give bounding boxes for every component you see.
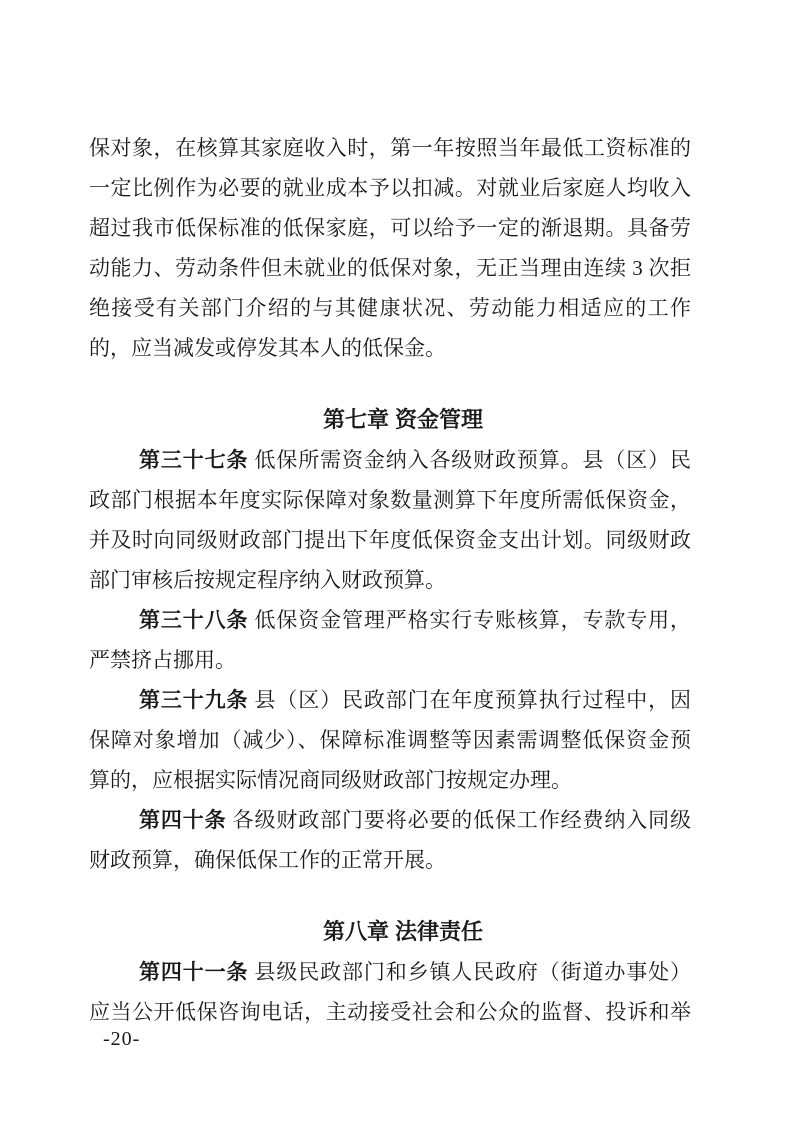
- article-number: 第三十七条: [139, 449, 249, 472]
- text-line: 第三十九条 县（区）民政部门在年度预算执行过程中，因: [139, 688, 692, 712]
- text-line: 动能力、劳动条件但未就业的低保对象，无正当理由连续 3 次拒: [89, 256, 691, 280]
- article-number: 第三十九条: [139, 689, 249, 712]
- text-line: 保障对象增加（减少）、保障标准调整等因素需调整低保资金预: [89, 728, 691, 752]
- text-line: 超过我市低保标准的低保家庭，可以给予一定的渐退期。具备劳: [89, 216, 691, 240]
- article-number: 第三十八条: [139, 609, 249, 632]
- article-number: 第四十条: [139, 809, 227, 832]
- text-line: 的，应当减发或停发其本人的低保金。: [89, 336, 446, 360]
- text-line: 严禁挤占挪用。: [89, 648, 236, 672]
- article-number: 第四十一条: [139, 961, 249, 984]
- text-line: 并及时向同级财政部门提出下年度低保资金支出计划。同级财政: [89, 528, 691, 552]
- text-line: 第四十一条 县级民政部门和乡镇人民政府（街道办事处）: [139, 960, 692, 984]
- text-line: 保对象，在核算其家庭收入时，第一年按照当年最低工资标准的: [89, 136, 691, 160]
- text-line: 第三十八条 低保资金管理严格实行专账核算，专款专用，: [139, 608, 692, 632]
- text-line: 应当公开低保咨询电话，主动接受社会和公众的监督、投诉和举: [89, 1000, 691, 1024]
- text-line: 政部门根据本年度实际保障对象数量测算下年度所需低保资金，: [89, 488, 691, 512]
- page-number: -20-: [103, 1028, 141, 1050]
- chapter-heading: 第八章 法律责任: [322, 919, 484, 944]
- document-content: [89, 128, 691, 1032]
- text-line: 算的，应根据实际情况商同级财政部门按规定办理。: [89, 768, 572, 792]
- text-line: 第四十条 各级财政部门要将必要的低保工作经费纳入同级: [139, 808, 692, 832]
- text-line: 第三十七条 低保所需资金纳入各级财政预算。县（区）民: [139, 448, 692, 472]
- chapter-heading: 第七章 资金管理: [322, 407, 484, 432]
- text-line: 一定比例作为必要的就业成本予以扣减。对就业后家庭人均收入: [89, 176, 691, 200]
- text-line: 绝接受有关部门介绍的与其健康状况、劳动能力相适应的工作: [89, 296, 691, 320]
- text-line: 财政预算，确保低保工作的正常开展。: [89, 848, 446, 872]
- text-line: 部门审核后按规定程序纳入财政预算。: [89, 568, 446, 592]
